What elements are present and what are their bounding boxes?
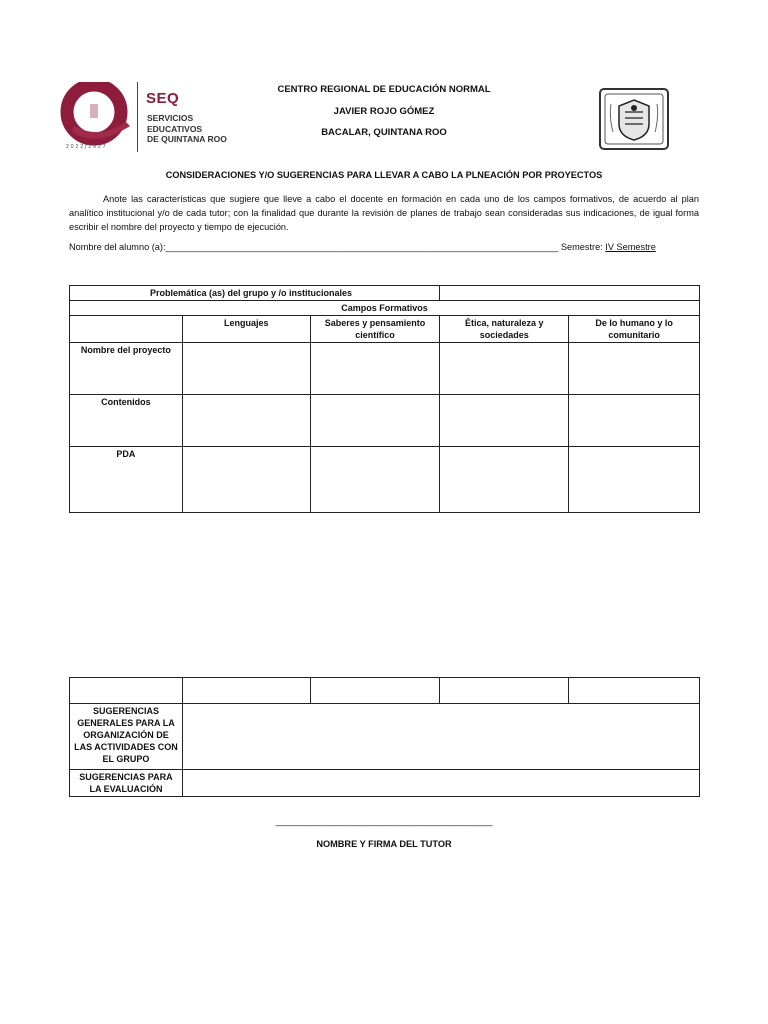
problem-cell[interactable] bbox=[440, 286, 700, 301]
problem-label: Problemática (as) del grupo y /o institucionales bbox=[70, 286, 440, 301]
logo-sub-line: DE QUINTANA ROO bbox=[147, 134, 227, 144]
instructions-paragraph: Anote las características que sugiere que lleve a cabo el docente en formación en cada uno de los campos formativos, de acuerdo al plan analítico institucional y/o de cada tutor; con la finalidad que durante la revisión de planes de trabajo sean consideradas sus indicaciones, de igual forma escribir el nombre del proyecto y tiempo de ejecución. bbox=[69, 194, 699, 232]
table-cell[interactable] bbox=[310, 343, 440, 395]
row-header: Contenidos bbox=[70, 395, 183, 447]
crest-icon bbox=[597, 86, 671, 152]
institution-subname: JAVIER ROJO GÓMEZ bbox=[333, 106, 435, 117]
signature-line[interactable]: _____________________________________________ bbox=[275, 816, 493, 826]
table-cell[interactable] bbox=[310, 395, 440, 447]
table-cell[interactable] bbox=[569, 343, 700, 395]
suggestions-cell[interactable] bbox=[182, 704, 699, 770]
row-header: SUGERENCIAS GENERALES PARA LA ORGANIZACIÓN DE LAS ACTIVIDADES CON EL GRUPO bbox=[70, 704, 183, 770]
table-cell[interactable] bbox=[440, 447, 569, 513]
table-cell[interactable] bbox=[182, 343, 310, 395]
logo-sub-line: SERVICIOS bbox=[147, 113, 194, 123]
campos-label: Campos Formativos bbox=[70, 301, 700, 316]
suggestions-table bbox=[69, 677, 700, 797]
semester-label: Semestre: bbox=[560, 242, 603, 252]
table-cell[interactable] bbox=[440, 343, 569, 395]
logo-divider bbox=[137, 82, 138, 152]
table-cell[interactable] bbox=[569, 395, 700, 447]
semester-value: IV Semestre bbox=[605, 242, 656, 252]
q-emblem-icon bbox=[60, 82, 132, 148]
table-cell[interactable] bbox=[569, 678, 700, 704]
column-header: Lenguajes bbox=[182, 316, 310, 343]
row-header: Nombre del proyecto bbox=[70, 343, 183, 395]
table-cell[interactable] bbox=[440, 395, 569, 447]
column-header: Saberes y pensamiento científico bbox=[310, 316, 440, 343]
table-cell[interactable] bbox=[440, 678, 569, 704]
row-header: PDA bbox=[70, 447, 183, 513]
corner-cell bbox=[70, 316, 183, 343]
table-cell[interactable] bbox=[182, 678, 310, 704]
column-header: De lo humano y lo comunitario bbox=[569, 316, 700, 343]
column-header: Ética, naturaleza y sociedades bbox=[440, 316, 569, 343]
table-cell[interactable] bbox=[182, 395, 310, 447]
table-cell[interactable] bbox=[310, 447, 440, 513]
seq-logo bbox=[60, 82, 230, 152]
logo-sub-line: EDUCATIVOS bbox=[147, 123, 203, 134]
planning-table bbox=[69, 285, 700, 513]
table-cell[interactable] bbox=[70, 678, 183, 704]
logo-text: SEQ bbox=[146, 90, 180, 107]
evaluation-cell[interactable] bbox=[182, 770, 699, 797]
signature-label: NOMBRE Y FIRMA DEL TUTOR bbox=[316, 839, 452, 849]
institution-name: CENTRO REGIONAL DE EDUCACIÓN NORMAL bbox=[277, 84, 491, 95]
table-cell[interactable] bbox=[569, 447, 700, 513]
student-label: Nombre del alumno (a): bbox=[69, 242, 166, 252]
institution-location: BACALAR, QUINTANA ROO bbox=[321, 127, 447, 138]
logo-subtitle bbox=[147, 113, 227, 145]
student-row bbox=[69, 240, 709, 254]
school-seal bbox=[597, 86, 671, 152]
row-header: SUGERENCIAS PARA LA EVALUACIÓN bbox=[70, 770, 183, 797]
table-cell[interactable] bbox=[182, 447, 310, 513]
student-name-line[interactable]: ________________________________________________________________________________ bbox=[165, 242, 559, 252]
document-title: CONSIDERACIONES Y/O SUGERENCIAS PARA LLEVAR A CABO LA PLNEACIÓN POR PROYECTOS bbox=[165, 170, 603, 180]
table-cell[interactable] bbox=[310, 678, 440, 704]
logo-years: 2022|2027 bbox=[66, 144, 108, 150]
